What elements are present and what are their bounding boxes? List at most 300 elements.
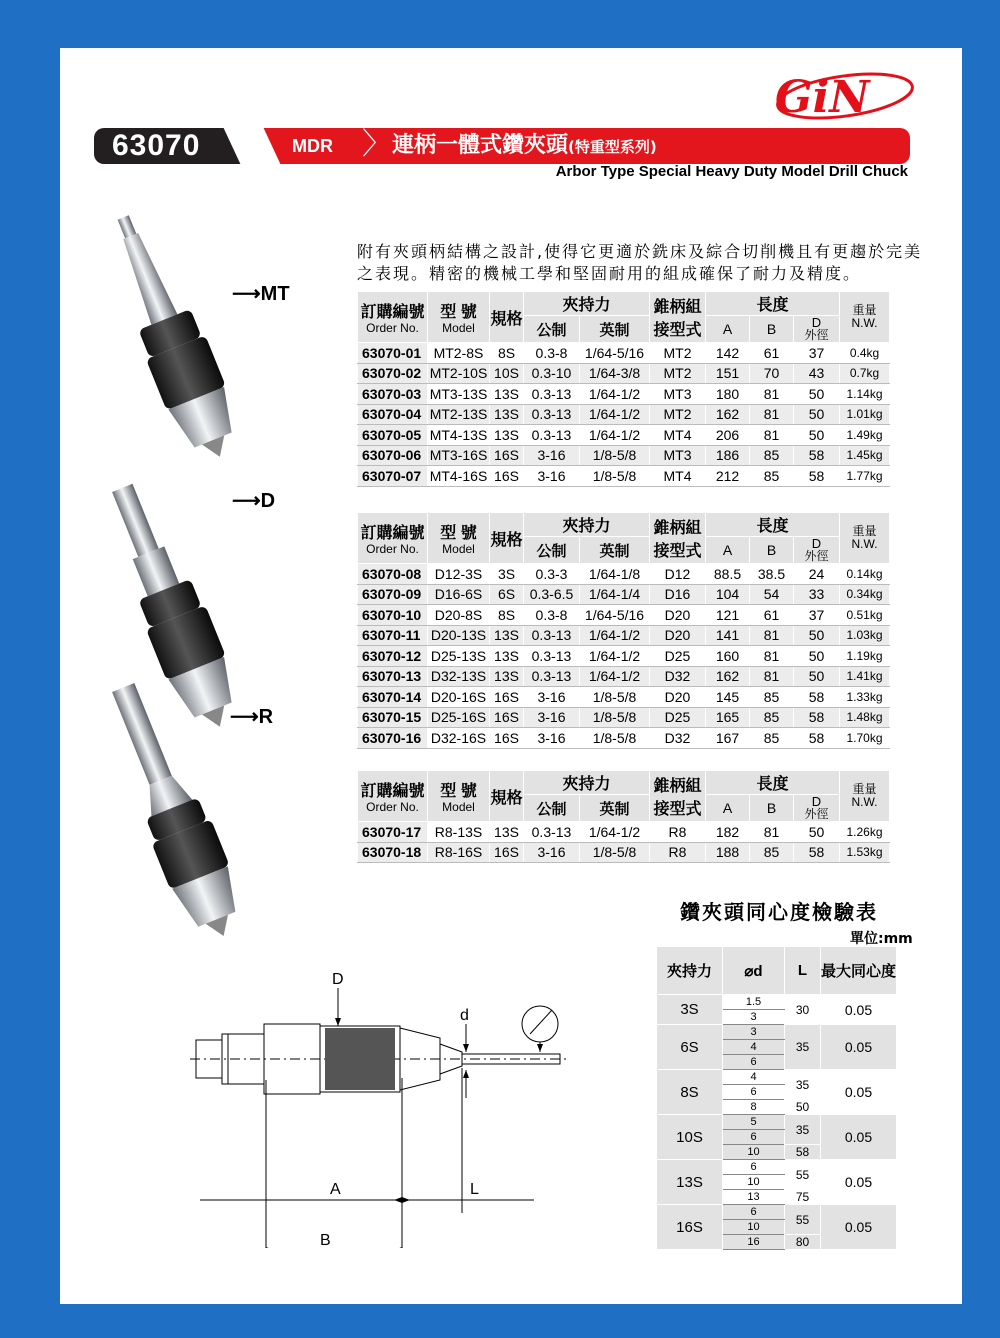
table-cell: 37 — [794, 605, 840, 626]
col-weight: 重量 N.W. — [840, 771, 890, 822]
table-cell: 182 — [706, 822, 750, 843]
table-cell: 0.3-13 — [524, 425, 580, 446]
table-cell: MT2 — [650, 404, 706, 425]
table-cell: 63070-14 — [358, 687, 428, 708]
table-cell: 63070-10 — [358, 605, 428, 626]
table-cell: D20 — [650, 625, 706, 646]
table-cell: 3-16 — [524, 728, 580, 749]
page-subtitle: Arbor Type Special Heavy Duty Model Drill Chuck — [555, 163, 908, 180]
table-cell: D32 — [650, 666, 706, 687]
table-row — [358, 625, 890, 646]
table-cell: 85 — [750, 466, 794, 487]
table-cell: 1/64-5/16 — [580, 343, 650, 364]
table-cell: 0.3-13 — [524, 646, 580, 667]
chk-group — [657, 1160, 897, 1205]
table-cell: 63070-12 — [358, 646, 428, 667]
table-row — [358, 646, 890, 667]
table-cell: D25 — [650, 646, 706, 667]
unit-label: 單位:mm — [850, 931, 913, 947]
table-cell: 85 — [750, 445, 794, 466]
table-cell: R8-13S — [428, 822, 490, 843]
col-order: 訂購編號 Order No. — [358, 513, 428, 564]
table-cell: D20-16S — [428, 687, 490, 708]
table-cell: 8S — [490, 605, 524, 626]
r-label — [230, 704, 273, 729]
table-cell: 85 — [750, 728, 794, 749]
table-cell: 1/8-5/8 — [580, 445, 650, 466]
table-cell: 50 — [794, 646, 840, 667]
table-cell: 0.14kg — [840, 564, 890, 585]
table-cell: 13S — [490, 625, 524, 646]
table-cell: 16S — [490, 842, 524, 863]
chk-L: 30 — [785, 995, 821, 1025]
table-cell: 0.7kg — [840, 363, 890, 384]
table-cell: 1.77kg — [840, 466, 890, 487]
table-cell: 165 — [706, 707, 750, 728]
table-cell: 180 — [706, 384, 750, 405]
chk-header: 夾持力 — [657, 947, 723, 995]
table-cell: 16S — [490, 687, 524, 708]
brand-logo — [765, 66, 915, 122]
table-cell: 8S — [490, 343, 524, 364]
table-cell: 13S — [490, 384, 524, 405]
col-clamp: 夾持力 — [524, 292, 650, 316]
chk-L: 35 — [785, 1115, 821, 1145]
table-cell: D32-13S — [428, 666, 490, 687]
concentricity-table — [656, 946, 897, 1250]
d-label-text: D — [260, 490, 276, 512]
table-cell: 63070-16 — [358, 728, 428, 749]
chk-header: L — [785, 947, 821, 995]
table-cell: 0.3-13 — [524, 384, 580, 405]
table-cell: 1/64-5/16 — [580, 605, 650, 626]
table-cell: 0.51kg — [840, 605, 890, 626]
chk-group — [657, 995, 897, 1025]
table-cell: 1/8-5/8 — [580, 466, 650, 487]
col-metric: 公制 — [524, 537, 580, 564]
table-cell: 1/64-1/2 — [580, 666, 650, 687]
table-cell: 13S — [490, 404, 524, 425]
col-a: A — [706, 795, 750, 822]
table-cell: MT2 — [650, 343, 706, 364]
col-d: D 外徑 — [794, 795, 840, 822]
table-cell: D25-16S — [428, 707, 490, 728]
table-cell: 0.3-8 — [524, 343, 580, 364]
table-cell: D12 — [650, 564, 706, 585]
chk-size: 10S — [657, 1115, 723, 1160]
chk-L: 50 — [785, 1100, 821, 1115]
chk-d: 10 — [723, 1145, 785, 1160]
table-cell: 3-16 — [524, 445, 580, 466]
chk-d: 6 — [723, 1160, 785, 1175]
chk-d: 3 — [723, 1025, 785, 1040]
table-cell: D12-3S — [428, 564, 490, 585]
title-banner — [94, 128, 910, 164]
table-cell: 206 — [706, 425, 750, 446]
table-cell: 3-16 — [524, 707, 580, 728]
table-cell: 0.3-8 — [524, 605, 580, 626]
col-metric: 公制 — [524, 316, 580, 343]
table-cell: 63070-18 — [358, 842, 428, 863]
table-cell: 3S — [490, 564, 524, 585]
dim-A-label: A — [330, 1181, 341, 1198]
table-cell: 63070-15 — [358, 707, 428, 728]
table-cell: 1.03kg — [840, 625, 890, 646]
table-row — [358, 564, 890, 585]
table-cell: R8 — [650, 822, 706, 843]
title-suffix: (特重型系列) — [568, 138, 657, 156]
col-spec: 規格 — [490, 771, 524, 822]
table-cell: 1/64-1/2 — [580, 822, 650, 843]
arrow-right-icon: ⟶ — [232, 283, 261, 305]
svg-text:GiN: GiN — [775, 72, 870, 122]
col-order: 訂購編號 Order No. — [358, 771, 428, 822]
spec-table-d — [357, 512, 890, 749]
table-cell: 50 — [794, 666, 840, 687]
concentricity-title: 鑽夾頭同心度檢驗表 — [680, 900, 878, 924]
chk-d: 16 — [723, 1235, 785, 1250]
chk-max: 0.05 — [821, 1025, 897, 1070]
chk-max: 0.05 — [821, 1070, 897, 1115]
table-cell: R8 — [650, 842, 706, 863]
col-d: D 外徑 — [794, 316, 840, 343]
chk-header: ⌀d — [723, 947, 785, 995]
col-arbor: 錐柄組接型式 — [650, 292, 706, 343]
product-description: 附有夾頭柄結構之設計,使得它更適於銑床及綜合切削機且有更趨於完美之表現。精密的機械工學和堅固耐用的組成確保了耐力及精度。 — [357, 242, 923, 283]
chk-d: 5 — [723, 1115, 785, 1130]
table-cell: 1.14kg — [840, 384, 890, 405]
spec-table-mt — [357, 291, 890, 487]
table-cell: 1/8-5/8 — [580, 842, 650, 863]
col-model: 型 號 Model — [428, 292, 490, 343]
chk-size: 3S — [657, 995, 723, 1025]
table-cell: 3-16 — [524, 842, 580, 863]
table-cell: 1/64-3/8 — [580, 363, 650, 384]
table-cell: MT3-16S — [428, 445, 490, 466]
table-row — [358, 822, 890, 843]
table-cell: 70 — [750, 363, 794, 384]
table-cell: 58 — [794, 445, 840, 466]
table-cell: D25 — [650, 707, 706, 728]
table-cell: D16 — [650, 584, 706, 605]
table-row — [358, 425, 890, 446]
chk-L: 35 — [785, 1025, 821, 1070]
table-cell: 81 — [750, 666, 794, 687]
table-cell: 33 — [794, 584, 840, 605]
table-cell: 0.34kg — [840, 584, 890, 605]
chk-max: 0.05 — [821, 1115, 897, 1160]
table-cell: 81 — [750, 384, 794, 405]
col-length: 長度 — [706, 292, 840, 316]
chk-header: 最大同心度 — [821, 947, 897, 995]
col-clamp: 夾持力 — [524, 513, 650, 537]
table-cell: 1/64-1/2 — [580, 425, 650, 446]
table-cell: 63070-09 — [358, 584, 428, 605]
col-weight: 重量 N.W. — [840, 292, 890, 343]
table-cell: D20-13S — [428, 625, 490, 646]
col-metric: 公制 — [524, 795, 580, 822]
dim-B-label: B — [320, 1232, 331, 1248]
arrow-right-icon: ⟶ — [232, 490, 261, 512]
catalog-page — [60, 48, 962, 1304]
chk-L: 55 — [785, 1205, 821, 1235]
table-cell: 1/64-1/2 — [580, 404, 650, 425]
table-cell: 142 — [706, 343, 750, 364]
table-row — [358, 842, 890, 863]
series-label: MDR — [292, 136, 333, 156]
table-cell: 63070-05 — [358, 425, 428, 446]
table-cell: MT3 — [650, 384, 706, 405]
table-cell: 37 — [794, 343, 840, 364]
mt-label — [232, 281, 290, 306]
col-model: 型 號 Model — [428, 771, 490, 822]
table-row — [358, 343, 890, 364]
table-cell: 58 — [794, 842, 840, 863]
table-row — [358, 728, 890, 749]
col-imperial: 英制 — [580, 316, 650, 343]
table-cell: 1/64-1/4 — [580, 584, 650, 605]
col-arbor: 錐柄組接型式 — [650, 771, 706, 822]
table-row — [358, 384, 890, 405]
table-cell: 0.4kg — [840, 343, 890, 364]
chk-d: 8 — [723, 1100, 785, 1115]
table-row — [358, 687, 890, 708]
table-cell: MT2-8S — [428, 343, 490, 364]
table-cell: 63070-01 — [358, 343, 428, 364]
chevron-right-icon: 〉 — [362, 127, 392, 162]
chk-d: 6 — [723, 1085, 785, 1100]
table-cell: 0.3-10 — [524, 363, 580, 384]
table-cell: 13S — [490, 822, 524, 843]
table-cell: MT4-16S — [428, 466, 490, 487]
chk-L: 35 — [785, 1070, 821, 1100]
table-cell: 13S — [490, 425, 524, 446]
table-row — [358, 445, 890, 466]
table-cell: MT4-13S — [428, 425, 490, 446]
chk-size: 6S — [657, 1025, 723, 1070]
table-cell: D32-16S — [428, 728, 490, 749]
chk-d: 10 — [723, 1175, 785, 1190]
col-imperial: 英制 — [580, 795, 650, 822]
table-cell: MT2-10S — [428, 363, 490, 384]
table-cell: 1.33kg — [840, 687, 890, 708]
table-cell: 85 — [750, 842, 794, 863]
dim-d-label: d — [460, 1007, 469, 1024]
table-cell: D20 — [650, 605, 706, 626]
table-cell: 1.48kg — [840, 707, 890, 728]
table-cell: 16S — [490, 707, 524, 728]
table-cell: 0.3-13 — [524, 625, 580, 646]
table-cell: 58 — [794, 466, 840, 487]
table-cell: 10S — [490, 363, 524, 384]
col-b: B — [750, 795, 794, 822]
chk-d: 4 — [723, 1040, 785, 1055]
table-cell: 1/64-1/2 — [580, 646, 650, 667]
table-cell: 186 — [706, 445, 750, 466]
chk-max: 0.05 — [821, 995, 897, 1025]
table-cell: MT4 — [650, 425, 706, 446]
table-cell: 63070-03 — [358, 384, 428, 405]
table-cell: 38.5 — [750, 564, 794, 585]
table-cell: 13S — [490, 646, 524, 667]
table-cell: 3-16 — [524, 687, 580, 708]
table-cell: MT3 — [650, 445, 706, 466]
table-cell: 0.3-6.5 — [524, 584, 580, 605]
chk-d: 1.5 — [723, 995, 785, 1010]
chk-group — [657, 1070, 897, 1115]
table-cell: 50 — [794, 425, 840, 446]
table-cell: 63070-07 — [358, 466, 428, 487]
mt-chuck-image — [110, 205, 250, 468]
table-cell: MT2-13S — [428, 404, 490, 425]
table-cell: 50 — [794, 822, 840, 843]
table-cell: 61 — [750, 343, 794, 364]
table-cell: 1/64-1/2 — [580, 384, 650, 405]
dim-D-label: D — [332, 971, 344, 988]
col-a: A — [706, 316, 750, 343]
table-cell: 54 — [750, 584, 794, 605]
table-cell: 1.01kg — [840, 404, 890, 425]
table-cell: D16-6S — [428, 584, 490, 605]
table-cell: 81 — [750, 625, 794, 646]
col-arbor: 錐柄組接型式 — [650, 513, 706, 564]
table-cell: 1/8-5/8 — [580, 707, 650, 728]
table-cell: 16S — [490, 445, 524, 466]
table-cell: 63070-08 — [358, 564, 428, 585]
col-a: A — [706, 537, 750, 564]
table-cell: 212 — [706, 466, 750, 487]
table-cell: 63070-04 — [358, 404, 428, 425]
table-cell: D20-8S — [428, 605, 490, 626]
table-cell: 162 — [706, 666, 750, 687]
table-cell: 81 — [750, 404, 794, 425]
col-d: D 外徑 — [794, 537, 840, 564]
table-cell: 1.26kg — [840, 822, 890, 843]
table-cell: 145 — [706, 687, 750, 708]
chk-L: 58 — [785, 1145, 821, 1160]
table-cell: MT2 — [650, 363, 706, 384]
table-cell: 63070-11 — [358, 625, 428, 646]
table-cell: 85 — [750, 687, 794, 708]
chk-d: 6 — [723, 1055, 785, 1070]
table-cell: 151 — [706, 363, 750, 384]
chk-size: 16S — [657, 1205, 723, 1250]
d-label — [232, 488, 275, 513]
table-cell: MT3-13S — [428, 384, 490, 405]
table-cell: 6S — [490, 584, 524, 605]
table-cell: 188 — [706, 842, 750, 863]
table-cell: 43 — [794, 363, 840, 384]
title-main: 連柄一體式鑽夾頭 — [392, 133, 569, 158]
col-model: 型 號 Model — [428, 513, 490, 564]
chk-L: 55 — [785, 1160, 821, 1190]
table-cell: 1.49kg — [840, 425, 890, 446]
col-weight: 重量 N.W. — [840, 513, 890, 564]
table-cell: 1.41kg — [840, 666, 890, 687]
table-cell: 160 — [706, 646, 750, 667]
table-cell: 58 — [794, 707, 840, 728]
spec-table-r — [357, 770, 890, 863]
table-cell: 16S — [490, 728, 524, 749]
dim-L-label: L — [470, 1181, 479, 1198]
chk-group — [657, 1115, 897, 1160]
table-row — [358, 584, 890, 605]
chk-size: 13S — [657, 1160, 723, 1205]
chk-d: 3 — [723, 1010, 785, 1025]
table-cell: 61 — [750, 605, 794, 626]
table-cell: MT4 — [650, 466, 706, 487]
table-cell: 50 — [794, 384, 840, 405]
chk-max: 0.05 — [821, 1205, 897, 1250]
table-cell: 0.3-13 — [524, 822, 580, 843]
chk-group — [657, 1025, 897, 1070]
table-row — [358, 707, 890, 728]
table-cell: 88.5 — [706, 564, 750, 585]
table-cell: D32 — [650, 728, 706, 749]
table-cell: 162 — [706, 404, 750, 425]
table-cell: 1.19kg — [840, 646, 890, 667]
table-cell: D25-13S — [428, 646, 490, 667]
table-cell: 3-16 — [524, 466, 580, 487]
col-order: 訂購編號 Order No. — [358, 292, 428, 343]
chk-max: 0.05 — [821, 1160, 897, 1205]
table-cell: 63070-06 — [358, 445, 428, 466]
table-cell: 81 — [750, 425, 794, 446]
col-length: 長度 — [706, 771, 840, 795]
table-row — [358, 404, 890, 425]
table-cell: 24 — [794, 564, 840, 585]
table-row — [358, 666, 890, 687]
chk-size: 8S — [657, 1070, 723, 1115]
chk-d: 13 — [723, 1190, 785, 1205]
table-cell: 1.53kg — [840, 842, 890, 863]
table-cell: R8-16S — [428, 842, 490, 863]
table-cell: 104 — [706, 584, 750, 605]
col-clamp: 夾持力 — [524, 771, 650, 795]
chk-d: 4 — [723, 1070, 785, 1085]
page-title — [392, 128, 657, 165]
r-label-text: R — [258, 706, 274, 728]
table-cell: 63070-13 — [358, 666, 428, 687]
table-cell: 50 — [794, 625, 840, 646]
table-cell: 0.3-13 — [524, 666, 580, 687]
table-cell: 63070-02 — [358, 363, 428, 384]
table-cell: 63070-17 — [358, 822, 428, 843]
table-cell: 167 — [706, 728, 750, 749]
table-row — [358, 605, 890, 626]
table-cell: 1/64-1/8 — [580, 564, 650, 585]
product-code: 63070 — [94, 128, 244, 164]
col-b: B — [750, 316, 794, 343]
arrow-right-icon: ⟶ — [230, 706, 259, 728]
chk-group — [657, 1205, 897, 1250]
table-cell: 50 — [794, 404, 840, 425]
col-spec: 規格 — [490, 292, 524, 343]
chk-d: 6 — [723, 1130, 785, 1145]
table-cell: 0.3-13 — [524, 404, 580, 425]
chk-L: 75 — [785, 1190, 821, 1205]
table-cell: 81 — [750, 822, 794, 843]
table-row — [358, 363, 890, 384]
table-cell: 85 — [750, 707, 794, 728]
table-cell: 13S — [490, 666, 524, 687]
table-cell: 58 — [794, 687, 840, 708]
table-cell: 58 — [794, 728, 840, 749]
table-cell: 1.70kg — [840, 728, 890, 749]
table-row — [358, 466, 890, 487]
chk-L: 80 — [785, 1235, 821, 1250]
table-cell: 16S — [490, 466, 524, 487]
